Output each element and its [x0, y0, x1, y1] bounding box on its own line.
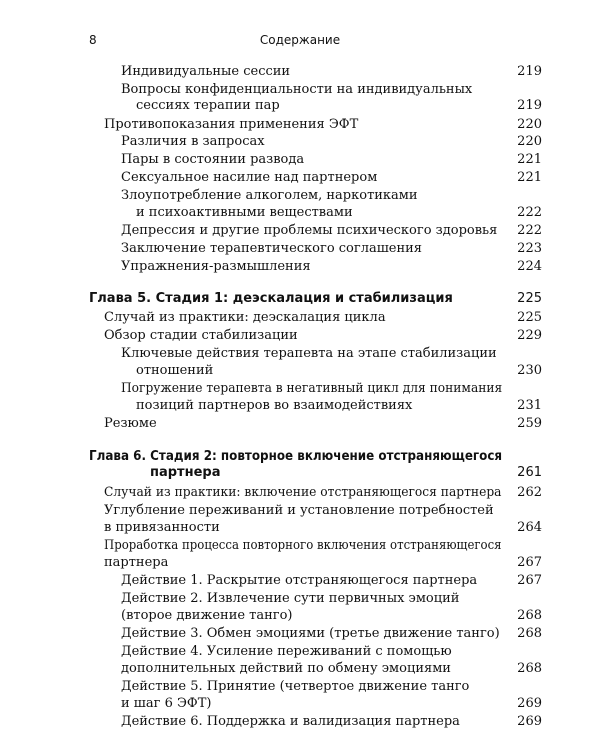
toc-entry-continuation: дополнительных действий по обмену эмоциями	[121, 661, 451, 676]
chapter-heading: Глава 5. Стадия 1: деэскалация и стабилизация	[89, 291, 453, 306]
toc-page-number: 262	[517, 485, 542, 500]
chapter-heading-continuation: партнера	[150, 465, 221, 480]
toc-page-number: 222	[517, 223, 542, 238]
toc-page-number: 261	[517, 465, 542, 480]
toc-entry: Заключение терапевтического соглашения	[121, 241, 423, 256]
toc-entry: Углубление переживаний и установление потребностей	[104, 503, 494, 518]
toc-entry-continuation: в привязанности	[104, 520, 220, 535]
toc-entry: Злоупотребление алкоголем, наркотиками	[121, 188, 418, 203]
toc-entry: Проработка процесса повторного включения отстраняющегося	[104, 538, 502, 553]
toc-page-number: 225	[517, 310, 542, 325]
toc-entry-continuation: позиций партнеров во взаимодействиях	[136, 398, 413, 413]
toc-page-number: 267	[517, 573, 542, 588]
toc-entry: Вопросы конфиденциальности на индивидуальных	[121, 82, 473, 97]
toc-page-number: 230	[517, 363, 542, 378]
toc-page-number: 224	[517, 259, 542, 274]
toc-entry-continuation: и шаг 6 ЭФТ)	[121, 696, 212, 711]
toc-entry-continuation: сессиях терапии пар	[136, 98, 280, 113]
toc-page-number: 220	[517, 117, 542, 132]
toc-page-number: 229	[517, 328, 542, 343]
toc-entry: Случай из практики: деэскалация цикла	[104, 310, 386, 325]
toc-entry: Ключевые действия терапевта на этапе стабилизации	[121, 346, 497, 361]
toc-entry-continuation: партнера	[104, 555, 169, 570]
toc-entry: Случай из практики: включение отстраняющегося партнера	[104, 485, 502, 500]
chapter-heading: Глава 6. Стадия 2: повторное включение отстраняющегося	[89, 449, 503, 464]
toc-entry: Действие 1. Раскрытие отстраняющегося партнера	[121, 573, 478, 588]
toc-entry: Действие 2. Извлечение сути первичных эмоций	[121, 591, 460, 606]
toc-page-number: 220	[517, 134, 542, 149]
toc-entry: Погружение терапевта в негативный цикл для понимания	[121, 381, 503, 396]
toc-entry: Пары в состоянии развода	[121, 152, 305, 167]
toc-page-number: 221	[517, 170, 542, 185]
toc-page-number: 221	[517, 152, 542, 167]
toc-entry: Действие 5. Принятие (четвертое движение танго	[121, 679, 470, 694]
toc-entry-continuation: отношений	[136, 363, 214, 378]
toc-entry: Сексуальное насилие над партнером	[121, 170, 378, 185]
toc-page-number: 264	[517, 520, 542, 535]
toc-page-number: 267	[517, 555, 542, 570]
running-head: Содержание	[259, 33, 341, 47]
toc-entry: Резюме	[104, 416, 157, 431]
toc-entry: Депрессия и другие проблемы психического здоровья	[121, 223, 498, 238]
toc-page-number: 219	[517, 64, 542, 79]
toc-page-number: 259	[517, 416, 542, 431]
toc-entry-continuation: (второе движение танго)	[121, 608, 293, 623]
toc-page-number: 223	[517, 241, 542, 256]
toc-entry: Действие 6. Поддержка и валидизация партнера	[121, 714, 460, 729]
toc-page-number: 268	[517, 626, 542, 641]
toc-entry: Действие 4. Усиление переживаний с помощью	[121, 644, 452, 659]
toc-entry: Упражнения-размышления	[121, 259, 311, 274]
toc-entry: Различия в запросах	[121, 134, 265, 149]
toc-entry: Индивидуальные сессии	[121, 64, 291, 79]
toc-page-number: 225	[517, 291, 542, 306]
toc-entry: Действие 3. Обмен эмоциями (третье движение танго)	[121, 626, 500, 641]
page-number: 8	[89, 33, 97, 47]
toc-page-number: 268	[517, 608, 542, 623]
toc-entry-continuation: и психоактивными веществами	[136, 205, 353, 220]
toc-page-number: 219	[517, 98, 542, 113]
toc-page-number: 222	[517, 205, 542, 220]
toc-entry: Противопоказания применения ЭФТ	[104, 117, 359, 132]
toc-entry: Обзор стадии стабилизации	[104, 328, 298, 343]
toc-page-number: 269	[517, 696, 542, 711]
toc-page-number: 268	[517, 661, 542, 676]
toc-page-number: 231	[517, 398, 542, 413]
toc-page-number: 269	[517, 714, 542, 729]
